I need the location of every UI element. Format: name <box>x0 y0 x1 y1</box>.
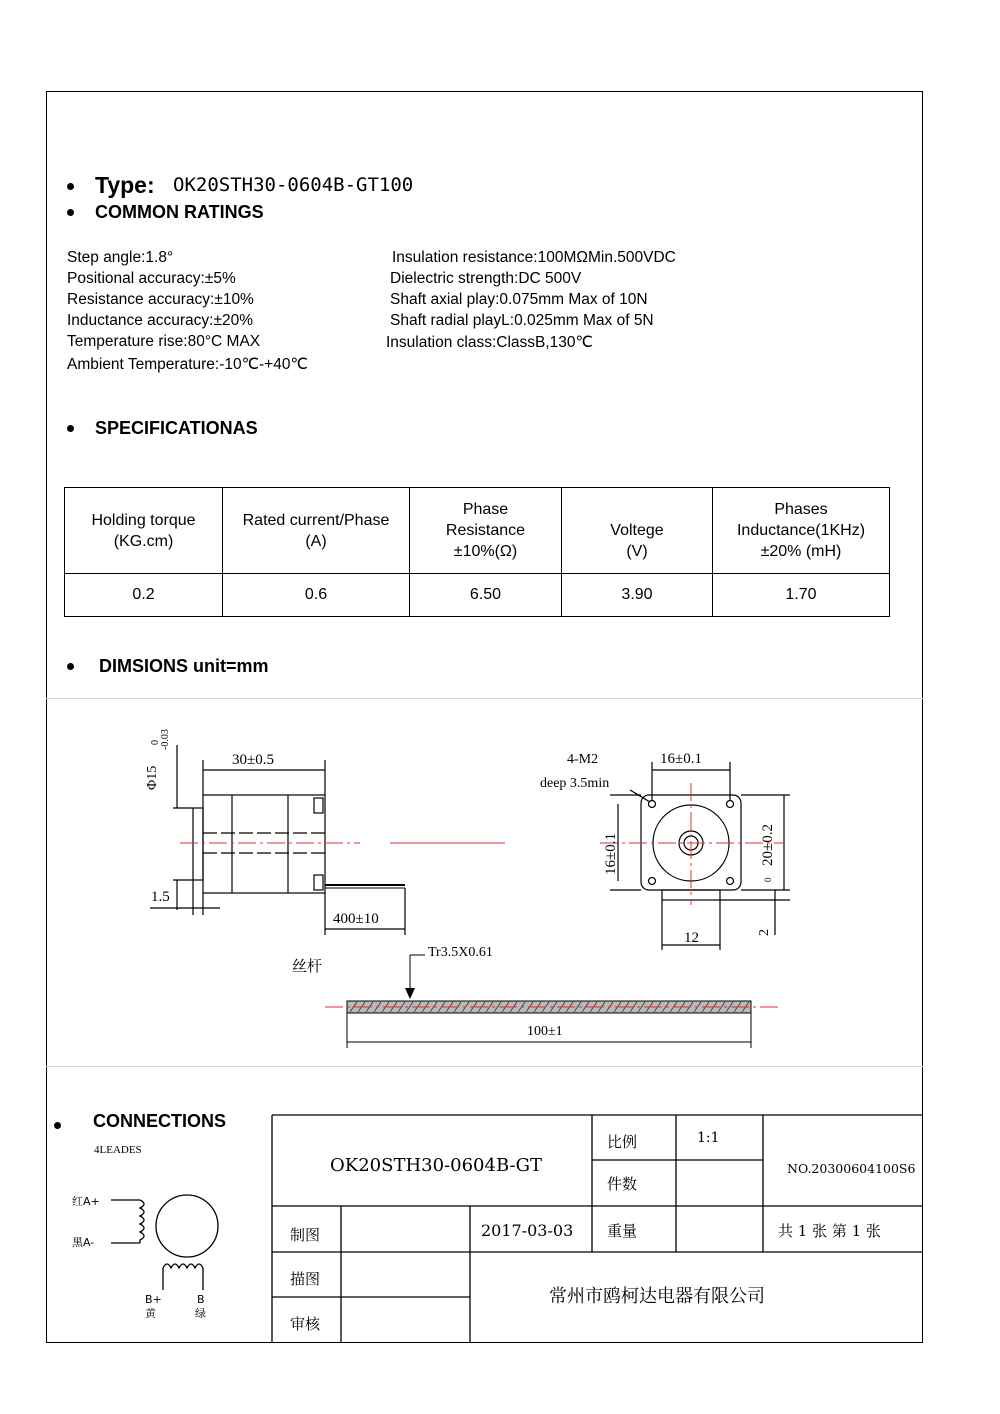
tb-model: OK20STH30-0604B-GT <box>330 1155 542 1176</box>
header-cell: Rated current/Phase (A) <box>223 488 410 574</box>
value-cell: 3.90 <box>562 574 713 617</box>
rating-right: Shaft axial play:0.075mm Max of 10N <box>390 291 648 308</box>
value-cell: 0.6 <box>223 574 410 617</box>
dim-phi: Φ15 <box>145 765 160 790</box>
rating-left: Inductance accuracy:±20% <box>67 312 253 329</box>
rating-left: Step angle:1.8° <box>67 249 174 266</box>
tb-date: 2017-03-03 <box>481 1221 574 1240</box>
tb-scale-value: 1:1 <box>697 1130 720 1146</box>
motor-schematic <box>156 1195 218 1257</box>
lead-a-plus: 红A+ <box>72 1195 100 1208</box>
tb-scale-label: 比例 <box>607 1133 638 1151</box>
bullet-icon <box>54 1122 61 1129</box>
header-cell: Holding torque (KG.cm) <box>65 488 223 574</box>
dim-thread: Tr3.5X0.61 <box>428 945 493 960</box>
tb-checked-label: 审核 <box>290 1315 321 1333</box>
screw-label: 丝杆 <box>292 957 323 975</box>
common-ratings-title: COMMON RATINGS <box>95 202 264 222</box>
leads-label: 4LEADES <box>94 1144 142 1156</box>
value-cell: 1.70 <box>713 574 890 617</box>
dim-length: 30±0.5 <box>232 752 274 768</box>
dimensions-title: DIMSIONS unit=mm <box>99 656 269 676</box>
lead-a-minus: 黑A- <box>72 1236 95 1249</box>
dim-holes: 4-M2 <box>567 752 599 767</box>
dim-zero: 0 <box>763 877 773 882</box>
motor-body <box>203 795 325 893</box>
rating-left: Positional accuracy:±5% <box>67 270 236 287</box>
tb-sheets: 共 1 张 第 1 张 <box>778 1222 881 1240</box>
value-cell: 0.2 <box>65 574 223 617</box>
tb-company: 常州市鸥柯达电器有限公司 <box>549 1286 765 1307</box>
tb-qty-label: 件数 <box>607 1175 638 1193</box>
dim-width12: 12 <box>684 930 699 946</box>
value-cell: 6.50 <box>410 574 562 617</box>
tb-weight-label: 重量 <box>607 1222 638 1240</box>
dim-two: 2 <box>757 929 772 936</box>
lead-b-color: 绿 <box>195 1307 206 1320</box>
dim-phi-tol-upper: 0 <box>150 740 161 745</box>
dim-lead: 400±10 <box>333 911 379 927</box>
rating-left: Ambient Temperature:-10℃-+40℃ <box>67 356 308 373</box>
dim-phi-tol-lower: -0.03 <box>160 729 171 750</box>
dim-screw-len: 100±1 <box>527 1024 563 1039</box>
tb-drawn-label: 制图 <box>290 1226 321 1244</box>
dim-hole-pitch-h: 16±0.1 <box>660 751 702 767</box>
tb-drawing-no: NO.20300604100S6 <box>787 1161 916 1176</box>
header-cell: Phases Inductance(1KHz) ±20% (mH) <box>713 488 890 574</box>
dim-boss: 1.5 <box>151 889 170 905</box>
dim-deep: deep 3.5min <box>540 776 610 791</box>
rating-right: Insulation resistance:100MΩMin.500VDC <box>392 249 676 266</box>
dim-hole-pitch-v: 16±0.1 <box>603 833 619 875</box>
rating-right: Shaft radial playL:0.025mm Max of 5N <box>390 312 654 329</box>
tb-traced-label: 描图 <box>290 1270 321 1288</box>
header-cell: Phase Resistance ±10%(Ω) <box>410 488 562 574</box>
lead-b: B <box>197 1293 205 1306</box>
dim-square: 20±0.2 <box>760 824 776 866</box>
specifications-title: SPECIFICATIONAS <box>95 418 258 438</box>
rating-left: Resistance accuracy:±10% <box>67 291 254 308</box>
rating-right: Insulation class:ClassB,130℃ <box>386 334 593 351</box>
lead-b-plus: B+ <box>145 1293 162 1306</box>
rating-right: Dielectric strength:DC 500V <box>390 270 582 287</box>
lead-b-plus-color: 黄 <box>145 1307 156 1320</box>
header-cell: Voltege (V) <box>562 488 713 574</box>
type-label: Type: <box>95 172 155 198</box>
connections-title: CONNECTIONS <box>93 1111 227 1131</box>
type-value: OK20STH30-0604B-GT100 <box>173 174 414 196</box>
rating-left: Temperature rise:80°C MAX <box>67 333 261 350</box>
